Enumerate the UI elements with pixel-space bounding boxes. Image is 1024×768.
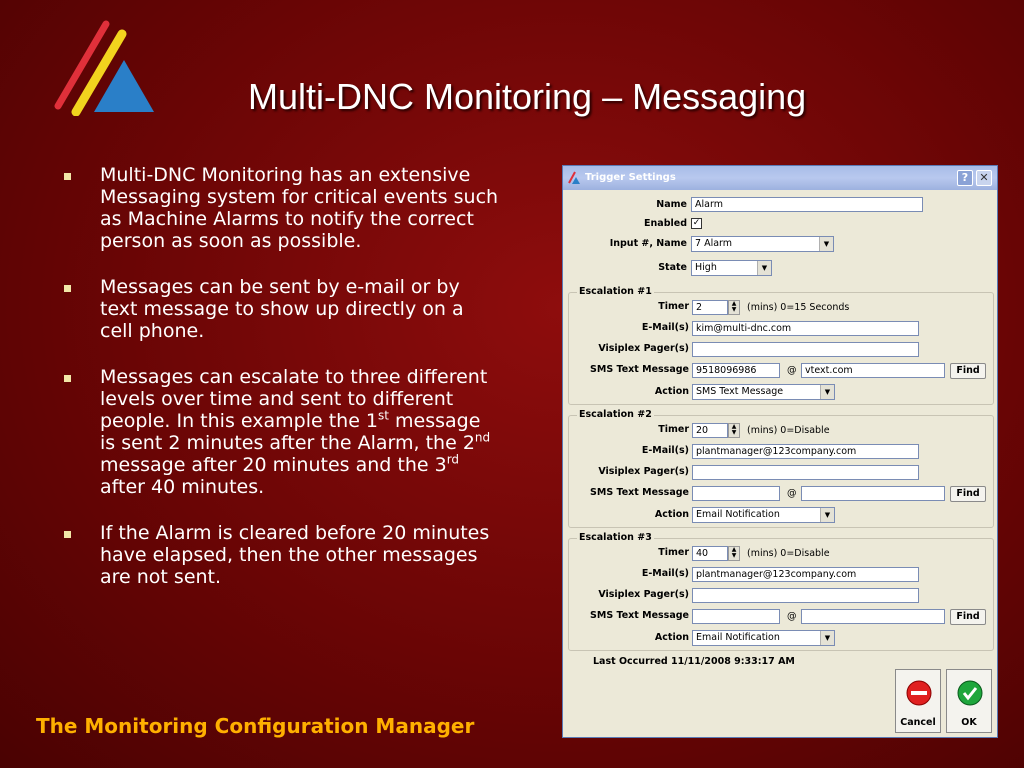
timer-hint: (mins) 0=Disable <box>747 548 830 559</box>
email-field[interactable]: plantmanager@123company.com <box>692 567 919 582</box>
chevron-down-icon: ▼ <box>819 237 833 251</box>
chevron-down-icon: ▼ <box>820 631 834 645</box>
state-select-value: High <box>695 262 717 273</box>
pager-label: Visiplex Pager(s) <box>598 589 689 600</box>
bullet-list <box>60 164 500 612</box>
timer-label: Timer <box>658 547 689 558</box>
bullet-text: Messages can be sent by e-mail or by text message to show up directly on a cell phone. <box>100 276 464 342</box>
action-label: Action <box>654 632 689 643</box>
escalation-title: Escalation #3 <box>579 532 652 543</box>
bullet-item <box>60 276 500 342</box>
bullet-text: If the Alarm is cleared before 20 minutes have elapsed, then the other messages are not sent. <box>100 522 490 588</box>
at-sign: @ <box>787 365 797 376</box>
state-label: State <box>658 262 687 273</box>
escalation-group-2 <box>568 409 994 528</box>
pager-field[interactable] <box>692 342 919 357</box>
ordinal-suffix: st <box>378 408 389 423</box>
checkmark-icon <box>957 680 983 706</box>
timer-hint: (mins) 0=15 Seconds <box>747 302 850 313</box>
sms-label: SMS Text Message <box>590 487 689 498</box>
footer-title: The Monitoring Configuration Manager <box>36 714 475 738</box>
bullet-item <box>60 164 500 252</box>
chevron-down-icon: ▼ <box>820 385 834 399</box>
pager-label: Visiplex Pager(s) <box>598 466 689 477</box>
bullet-item <box>60 366 500 498</box>
timer-field[interactable]: 2 <box>692 300 728 315</box>
name-label: Name <box>656 199 687 210</box>
pager-field[interactable] <box>692 588 919 603</box>
bullet-text-part: message after 20 minutes and the 3 <box>100 454 447 476</box>
chevron-down-icon: ▼ <box>757 261 771 275</box>
ok-button[interactable] <box>946 669 992 733</box>
ordinal-suffix: nd <box>474 430 491 445</box>
input-select[interactable] <box>691 236 834 252</box>
timer-spinner[interactable]: ▲ ▼ <box>728 546 740 561</box>
enabled-label: Enabled <box>644 218 687 229</box>
company-logo <box>48 20 160 116</box>
dialog-title: Trigger Settings <box>585 172 676 183</box>
trigger-settings-dialog <box>562 165 998 738</box>
at-sign: @ <box>787 488 797 499</box>
ok-label: OK <box>961 717 977 728</box>
timer-field[interactable]: 20 <box>692 423 728 438</box>
enabled-checkbox[interactable]: ✓ <box>692 218 701 228</box>
input-select-value: 7 Alarm <box>695 238 733 249</box>
bullet-text-part: Messages can escalate to three different levels over time and sent to different people. In this example the 1 <box>100 366 488 432</box>
timer-label: Timer <box>658 424 689 435</box>
action-label: Action <box>654 509 689 520</box>
sms-label: SMS Text Message <box>590 364 689 375</box>
escalation-group-1 <box>568 286 994 405</box>
find-button[interactable]: Find <box>950 363 986 379</box>
email-field[interactable]: kim@multi-dnc.com <box>692 321 919 336</box>
state-select[interactable] <box>691 260 772 276</box>
close-button[interactable]: ✕ <box>976 170 992 186</box>
bullet-item <box>60 522 500 588</box>
cancel-icon <box>906 680 932 706</box>
action-select[interactable] <box>692 630 835 646</box>
sms-number-field[interactable] <box>692 486 780 501</box>
help-button[interactable]: ? <box>957 170 973 186</box>
sms-number-field[interactable]: 9518096986 <box>692 363 780 378</box>
chevron-down-icon: ▼ <box>820 508 834 522</box>
last-occurred-text: Last Occurred 11/11/2008 9:33:17 AM <box>593 656 795 667</box>
pager-field[interactable] <box>692 465 919 480</box>
bullet-marker <box>64 531 71 538</box>
timer-field[interactable]: 40 <box>692 546 728 561</box>
action-select-value: Email Notification <box>696 632 780 643</box>
escalation-title: Escalation #2 <box>579 409 652 420</box>
action-select-value: Email Notification <box>696 509 780 520</box>
escalation-group-3 <box>568 532 994 651</box>
bullet-marker <box>64 173 71 180</box>
timer-spinner[interactable]: ▲ ▼ <box>728 423 740 438</box>
timer-spinner[interactable]: ▲ ▼ <box>728 300 740 315</box>
name-field[interactable]: Alarm <box>691 197 923 212</box>
sms-domain-field[interactable] <box>801 609 945 624</box>
timer-hint: (mins) 0=Disable <box>747 425 830 436</box>
page-title: Multi-DNC Monitoring – Messaging <box>248 76 807 117</box>
sms-number-field[interactable] <box>692 609 780 624</box>
app-logo-icon <box>567 171 581 185</box>
find-button[interactable]: Find <box>950 486 986 502</box>
pager-label: Visiplex Pager(s) <box>598 343 689 354</box>
input-label: Input #, Name <box>609 238 687 249</box>
sms-domain-field[interactable] <box>801 486 945 501</box>
cancel-button[interactable] <box>895 669 941 733</box>
ordinal-suffix: rd <box>446 452 460 467</box>
action-select-value: SMS Text Message <box>696 386 784 397</box>
bullet-marker <box>64 285 71 292</box>
email-label: E-Mail(s) <box>641 568 689 579</box>
dialog-titlebar[interactable] <box>563 166 997 190</box>
escalation-title: Escalation #1 <box>579 286 652 297</box>
cancel-label: Cancel <box>900 717 936 728</box>
bullet-text <box>100 366 490 498</box>
bullet-marker <box>64 375 71 382</box>
action-select[interactable] <box>692 384 835 400</box>
sms-label: SMS Text Message <box>590 610 689 621</box>
sms-domain-field[interactable]: vtext.com <box>801 363 945 378</box>
at-sign: @ <box>787 611 797 622</box>
bullet-text: Multi-DNC Monitoring has an extensive Messaging system for critical events such as Machine Alarms to notify the correct person as soon as possible. <box>100 164 499 252</box>
timer-label: Timer <box>658 301 689 312</box>
action-label: Action <box>654 386 689 397</box>
email-field[interactable]: plantmanager@123company.com <box>692 444 919 459</box>
email-label: E-Mail(s) <box>641 322 689 333</box>
bullet-text-part: after 40 minutes. <box>100 476 265 498</box>
email-label: E-Mail(s) <box>641 445 689 456</box>
bullet-text-part: message is sent 2 minutes after the Alarm, the 2 <box>100 410 481 454</box>
action-select[interactable] <box>692 507 835 523</box>
find-button[interactable]: Find <box>950 609 986 625</box>
